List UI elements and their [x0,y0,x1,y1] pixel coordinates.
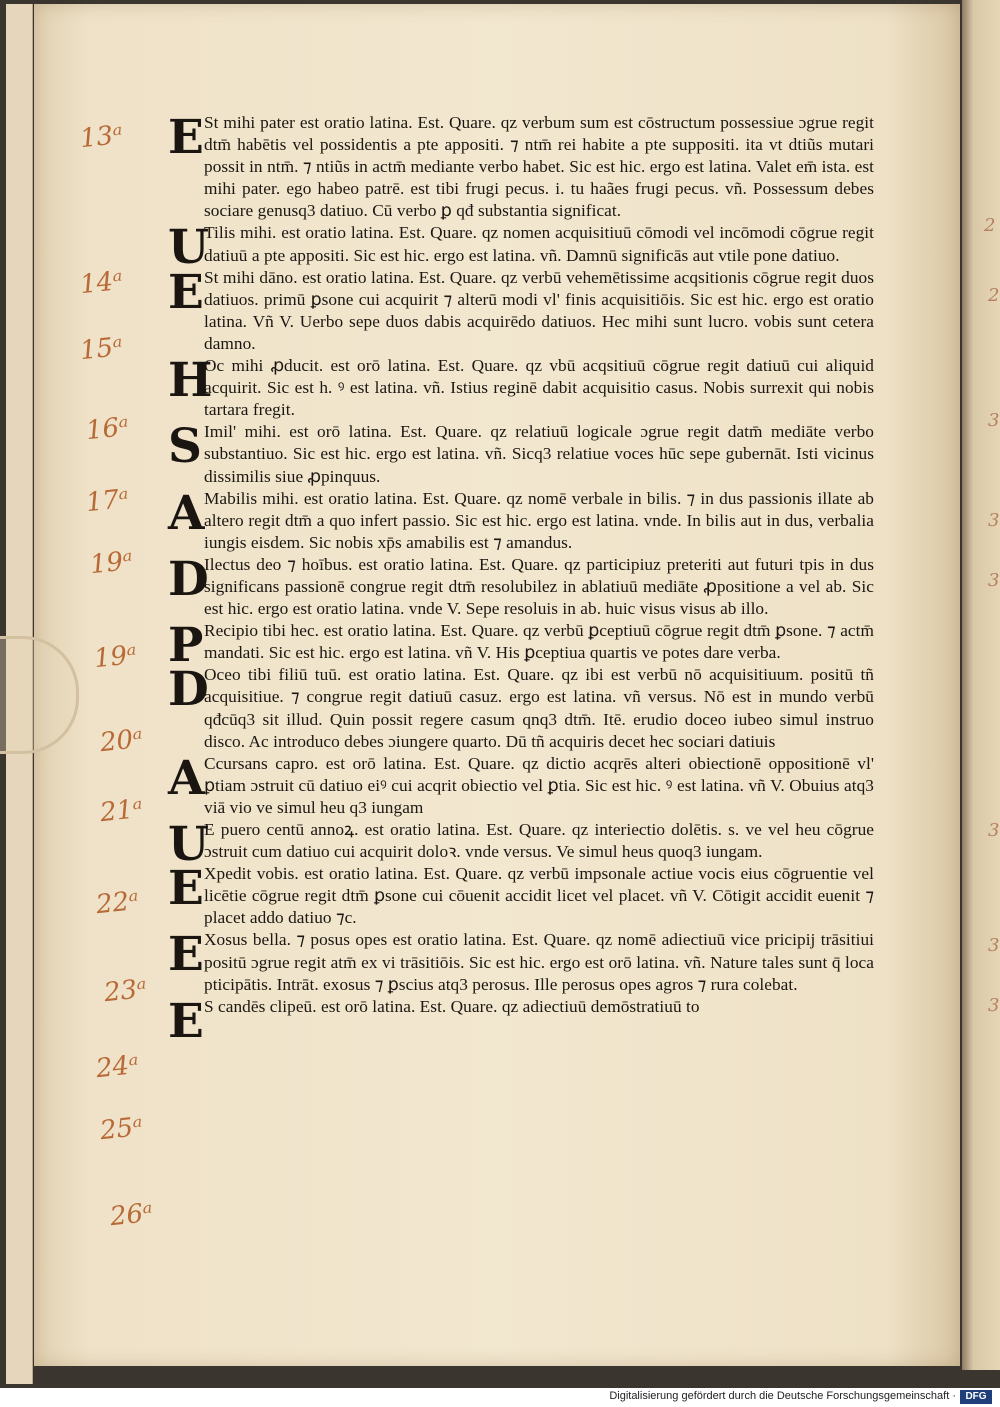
margin-number: 22ᵃ [94,885,141,921]
entry-text: Tilis mihi. est oratio latina. Est. Quare. qz nomen acquisitiuū cōmodi vel incōmodi cōgrue regit datiuū a pte appositi. Sic est hic. ergo est latina. vñ. Damnū significās aut vtile pone datiuo. [204,223,874,265]
dfg-logo: DFG [960,1390,992,1404]
entry-text: Recipio tibi hec. est oratio latina. Est. Quare. qz verbū ꝑceptiuū cōgrue regit dtm̄ ꝑsone. ⁊ actm̄ mandati. Sic est hic. ergo est latina. vñ V. His ꝑceptiua quartis ve potes dare verba. [204,621,874,663]
facing-page-edge [962,0,1000,1370]
margin-number: 15ᵃ [78,331,125,367]
margin-number: 14ᵃ [78,265,125,301]
entry-text: Oceo tibi filiū tuū. est oratio latina. Est. Quare. qz ibi est verbū nō acquisitiuum. positū tñ acquisitiue. ⁊ congrue regit datiuū casuz. ergo est latina. vñ versus. Nō est in mundo verbū qđcūq3 sit illud. Quin possit regere casum qnq3 dtm̄. Itē. erudio doceo iubeo simul instruo disco. Ac introduco debes ɔiungere quarto. Dū tñ acquiris decet hec sociari datiuis [204,665,874,751]
initial-letter: U [168,220,209,276]
text-entry [168,817,874,872]
text-entry [168,863,874,929]
margin-number: 24ᵃ [94,1049,141,1085]
initial-letter: A [168,750,205,806]
initial-letter: H [168,353,213,409]
initial-letter: A [168,485,205,541]
text-entry [168,618,874,674]
right-margin-mark: 3 [988,820,1000,841]
footer-credit: Digitalisierung gefördert durch die Deutsche Forschungsgemeinschaft · [609,1390,956,1402]
text-entry [168,664,874,752]
initial-letter: E [168,927,204,983]
text-entry [168,551,874,620]
right-margin-mark: 2 [984,215,996,236]
initial-letter: E [168,110,204,165]
entry-text: St mihi pater est oratio latina. Est. Quare. qz verbum sum est cōstructum possessiue ɔgrue regit dtm̄ habētis vel possidentis a pte appositi. ⁊ ntm̄ rei habite a pte suppositi. ita vt dtiũs mutari possit in ntm̄. ⁊ ntiũs in actm̄ mediante verbo habet. Sic est hic. ergo est latina. Valet em̄ ista. est mihi pater. ego habeo patrē. est tibi frugi pecus. i. tu haães frugi pecus. vñ. Possessum debes sociare genusq3 datiuo. Cū verbo ꝑ qđ substantia significat. [204,113,874,221]
entry-text: Ilectus deo ⁊ hoībus. est oratio latina. Est. Quare. qz participiuz preteriti aut futuri tpis in dus significans passionē congrue regit dtm̄ resolubilez in ablatiuū mediāte ꝓpositione a vel ab. Sic est hic. ergo est oratio latina. vnde V. Sepe resoluis in ab. huic visus visus ab illo. [204,554,874,619]
initial-letter: U [168,817,209,872]
initial-letter: E [168,993,204,1049]
margin-number: 19ᵃ [88,545,135,581]
text-column [168,110,874,1049]
text-entry [168,264,874,355]
initial-letter: D [168,662,209,718]
entry-text: Ccursans capro. est orō latina. Est. Quare. qz dictio acqrēs alteri obiectionē oppositionē vl' ꝑtiam ɔstruit cū datiuo eiꝰ cui acqrit obiectio vel ꝑtia. Sic est hic. ꝰ est latina. vñ V. Obuius atq3 viā vio ve simul heu q3 iungam [204,753,874,817]
right-margin-mark: 2 [988,285,1000,306]
entry-text: Xpedit vobis. est oratio latina. Est. Quare. qz verbū impsonale actiue vocis eius cōgruentie vel licētie cōgrue regit dtm̄ ꝑsone cui cōuenit accidit licet vel placet. vñ V. Cōtigit accidit euenit ⁊ placet addo datiuo ⁊c. [204,864,874,928]
initial-letter: D [168,551,209,607]
right-margin-mark: 3 [988,995,1000,1016]
entry-text: St mihi dāno. est oratio latina. Est. Quare. qz verbū vehemētissime acqsitionis cōgrue regit duos datiuos. primū ꝑsone cui acquirit ⁊ alterū modi vl' finis acquisitiōis. Sic est hic. ergo est oratio latina. Vñ V. Uerbo sepe duos dabis acquirēdo datiuos. Hec mihi sunt lucro. vobis sunt cetera damno. [204,267,874,353]
margin-number: 23ᵃ [102,973,149,1009]
right-margin-mark: 3 [988,410,1000,431]
entry-text: S candēs clipeū. est orō latina. Est. Quare. qz adiectiuū demōstratiuū to [204,996,700,1016]
entry-text: E puero centū annoꝝ. est oratio latina. Est. Quare. qz interiectio dolētis. s. ve vel heu cōgrue ɔstruit cum datiuo cui acquirit doloꝛ. vnde versus. Ve simul heus quoq3 iungam. [204,820,874,862]
digitization-footer [0,1388,1000,1407]
entry-text: Xosus bella. ⁊ posus opes est oratio latina. Est. Quare. qz nomē adiectiuū vice pricipij trāsitiui positū ɔgrue regit atm̄ ex vi trāsitiōis. Sic est hic. ergo est orō latina. vñ. Nature tales sunt q̄ loca pticipātis. Intrāt. exosus ⁊ ꝑscius atq3 perosus. Ille perosus opes agros ⁊ rura colebat. [204,930,874,994]
right-margin-mark: 3 [988,570,1000,591]
margin-number: 17ᵃ [84,483,131,519]
margin-number: 21ᵃ [98,793,145,829]
margin-number: 19ᵃ [92,639,139,675]
text-entry [168,220,874,276]
initial-letter: S [168,419,202,475]
margin-number: 16ᵃ [84,411,131,447]
text-entry [168,421,874,487]
initial-letter: E [168,861,204,917]
text-entry [168,993,874,1049]
right-margin-mark: 3 [988,935,1000,956]
entry-text: Mabilis mihi. est oratio latina. Est. Quare. qz nomē verbale in bilis. ⁊ in dus passionis illate ab altero regit dtm̄ a quo infert passio. Sic est hic. ergo est latina. vnde. In bilis aut in dus, verbalia iungis eisdem. Sic nobis xp̄s amabilis est ⁊ amandus. [204,488,874,552]
text-entry [168,929,874,995]
margin-number: 25ᵃ [98,1111,145,1147]
right-margin-mark: 3 [988,510,1000,531]
text-entry [168,112,874,222]
margin-number: 13ᵃ [78,119,125,155]
text-entry [168,355,874,421]
text-entry [168,750,874,819]
text-entry [168,485,874,554]
initial-letter: E [168,264,204,320]
entry-text: Oc mihi ꝓducit. est orō latina. Est. Quare. qz vbū acqsitiuū cōgrue regit datiuū cui aliquid acquirit. Sic est h. ꝰ est latina. vñ. Istius reginē dabit acquisitio casus. Nobis surrexit qui nobis tartara fregit. [204,356,874,420]
margin-number: 20ᵃ [98,723,145,759]
initial-letter: P [168,618,204,674]
margin-number: 26ᵃ [108,1197,155,1233]
entry-text: Imil' mihi. est orō latina. Est. Quare. qz relatiuū logicale ɔgrue regit datm̄ mediāte verbo substantiuo. Sic est hic. ergo est latina. vñ. Sicq3 relatiue voces hūc sepe gubernāt. Isti vicinus dissimilis siue ꝓpinquus. [204,422,874,486]
